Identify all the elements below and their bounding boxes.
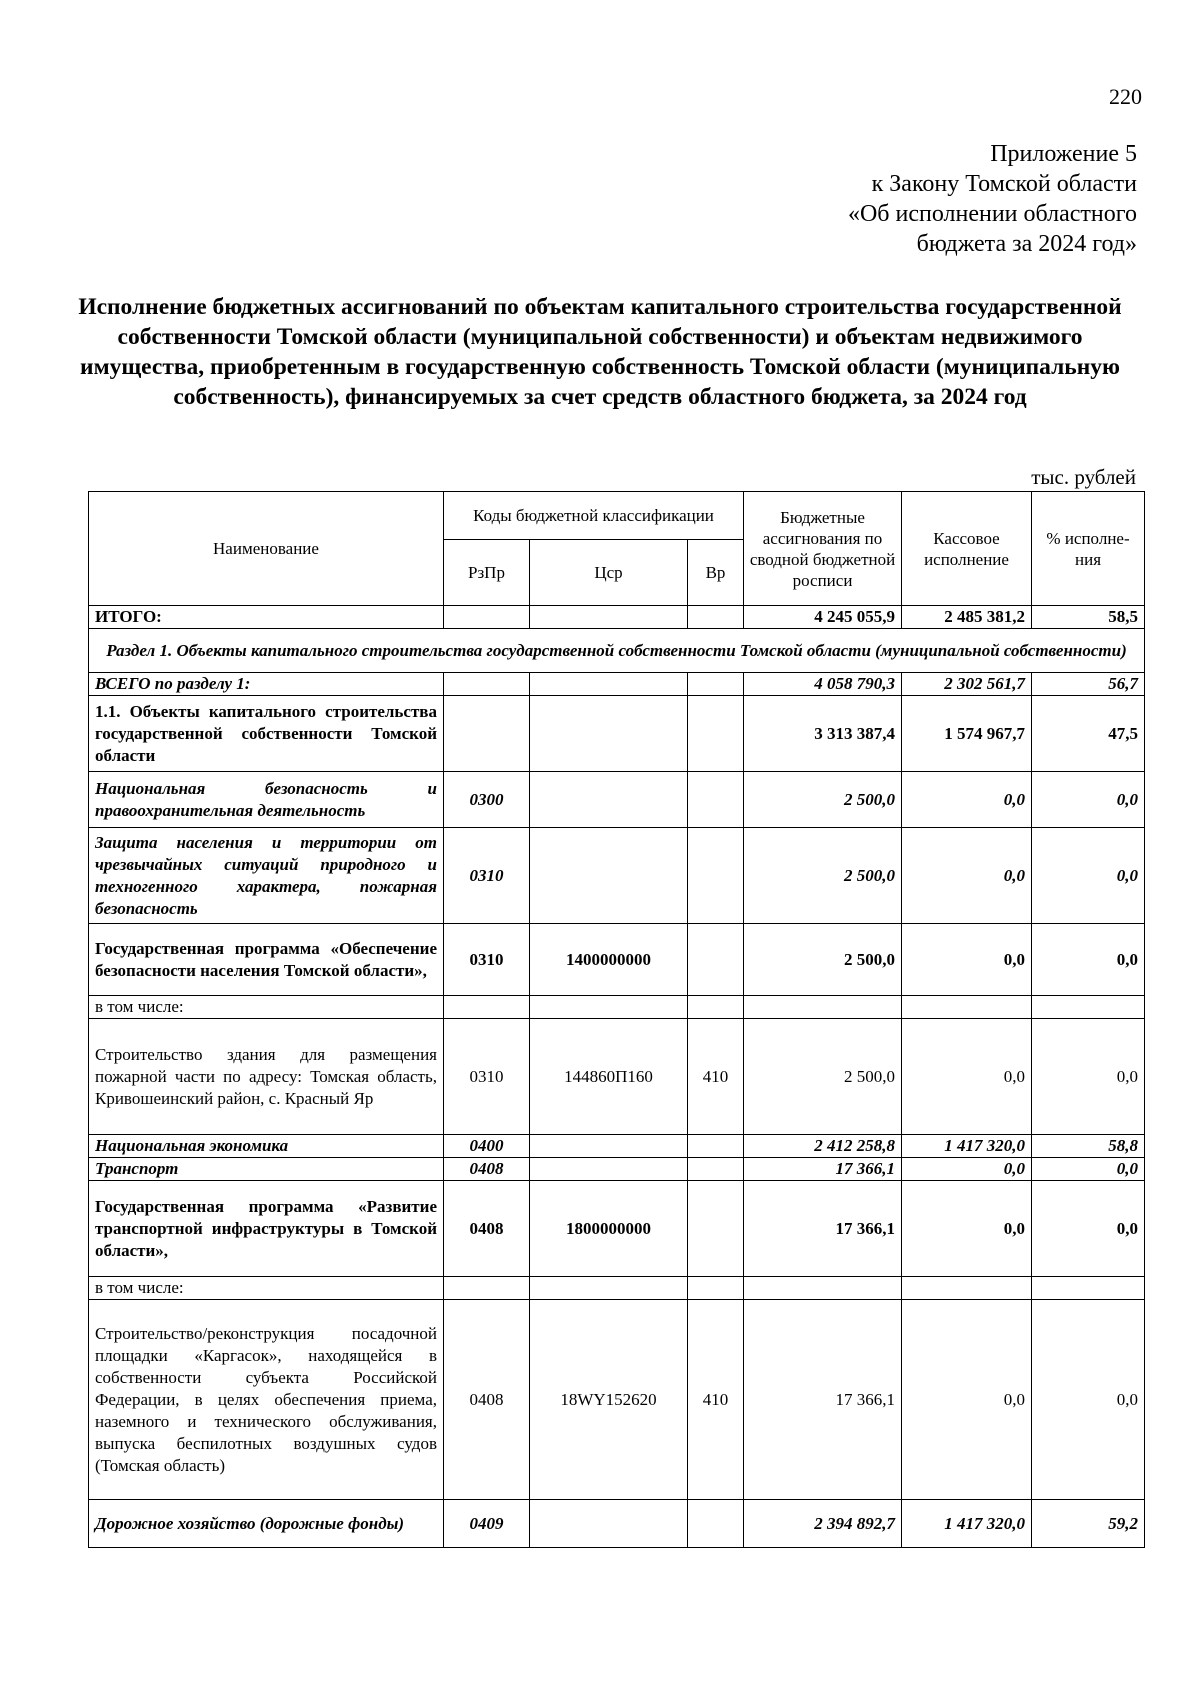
section-row (89, 629, 1145, 673)
row-csr (530, 828, 688, 924)
table-row (89, 1181, 1145, 1277)
row-percent: 0,0 (1032, 1181, 1145, 1277)
row-percent: 0,0 (1032, 828, 1145, 924)
row-csr: 18WY152620 (530, 1300, 688, 1500)
row-name: в том числе: (89, 1277, 444, 1300)
row-assignments: 4 058 790,3 (744, 673, 902, 696)
row-csr: 1400000000 (530, 924, 688, 996)
row-name: Национальная безопасность и правоохранительная деятельность (89, 772, 444, 828)
row-cash: 0,0 (902, 1181, 1032, 1277)
row-csr (530, 772, 688, 828)
row-csr (530, 1500, 688, 1548)
row-cash: 2 302 561,7 (902, 673, 1032, 696)
table-row (89, 1158, 1145, 1181)
row-vr (688, 696, 744, 772)
row-assignments: 4 245 055,9 (744, 606, 902, 629)
row-name: Государственная программа «Обеспечение безопасности населения Томской области», (89, 924, 444, 996)
table-row (89, 1135, 1145, 1158)
row-percent: 0,0 (1032, 1300, 1145, 1500)
row-cash: 0,0 (902, 1019, 1032, 1135)
table-row (89, 772, 1145, 828)
row-percent (1032, 1277, 1145, 1300)
row-vr (688, 772, 744, 828)
row-name: Национальная экономика (89, 1135, 444, 1158)
row-rzpr: 0409 (444, 1500, 530, 1548)
row-assignments: 2 500,0 (744, 772, 902, 828)
row-percent: 0,0 (1032, 772, 1145, 828)
row-percent: 56,7 (1032, 673, 1145, 696)
row-csr (530, 1277, 688, 1300)
row-cash: 0,0 (902, 924, 1032, 996)
header-vr: Вр (688, 540, 744, 606)
row-percent: 0,0 (1032, 924, 1145, 996)
appendix-line-4: бюджета за 2024 год» (916, 231, 1137, 257)
row-vr: 410 (688, 1300, 744, 1500)
table-row (89, 1019, 1145, 1135)
row-csr (530, 673, 688, 696)
row-cash: 0,0 (902, 1300, 1032, 1500)
row-assignments: 2 500,0 (744, 924, 902, 996)
header-name: Наименование (89, 492, 444, 606)
row-name: ИТОГО: (89, 606, 444, 629)
row-rzpr: 0408 (444, 1181, 530, 1277)
table-row (89, 1300, 1145, 1500)
row-assignments: 3 313 387,4 (744, 696, 902, 772)
row-name: Защита населения и территории от чрезвычайных ситуаций природного и техногенного характера, пожарная безопасность (89, 828, 444, 924)
row-rzpr (444, 673, 530, 696)
row-rzpr (444, 996, 530, 1019)
row-rzpr: 0408 (444, 1158, 530, 1181)
row-csr (530, 696, 688, 772)
row-name: Транспорт (89, 1158, 444, 1181)
row-assignments: 17 366,1 (744, 1300, 902, 1500)
row-rzpr: 0408 (444, 1300, 530, 1500)
row-percent: 0,0 (1032, 1158, 1145, 1181)
appendix-heading (848, 139, 1137, 259)
row-percent: 58,5 (1032, 606, 1145, 629)
row-cash: 0,0 (902, 772, 1032, 828)
appendix-line-1: Приложение 5 (990, 141, 1137, 167)
row-percent: 0,0 (1032, 1019, 1145, 1135)
row-name: Государственная программа «Развитие транспортной инфраструктуры в Томской области», (89, 1181, 444, 1277)
table-row-total (89, 606, 1145, 629)
row-csr (530, 606, 688, 629)
row-rzpr (444, 696, 530, 772)
row-rzpr: 0400 (444, 1135, 530, 1158)
section-title: Раздел 1. Объекты капитального строительства государственной собственности Томской области (муниципальной собственности) (89, 629, 1145, 673)
row-name: Дорожное хозяйство (дорожные фонды) (89, 1500, 444, 1548)
header-cash-execution: Кассовое исполнение (902, 492, 1032, 606)
row-vr (688, 996, 744, 1019)
header-rzpr: РзПр (444, 540, 530, 606)
header-codes: Коды бюджетной классификации (444, 492, 744, 540)
table-row (89, 924, 1145, 996)
appendix-line-3: «Об исполнении областного (847, 201, 1137, 227)
row-cash: 1 417 320,0 (902, 1500, 1032, 1548)
row-percent: 58,8 (1032, 1135, 1145, 1158)
row-rzpr (444, 1277, 530, 1300)
row-assignments: 17 366,1 (744, 1158, 902, 1181)
row-rzpr: 0300 (444, 772, 530, 828)
row-rzpr: 0310 (444, 924, 530, 996)
appendix-line-2: к Закону Томской области (871, 171, 1137, 197)
row-name: Строительство/реконструкция посадочной площадки «Каргасок», находящейся в собственности субъекта Российской Федерации, в целях обеспечения приема, наземного и технического обслуживания, выпуска беспилотных воздушных судов (Томская область) (89, 1300, 444, 1500)
row-cash: 0,0 (902, 1158, 1032, 1181)
page-number: 220 (1109, 84, 1142, 109)
row-cash (902, 1277, 1032, 1300)
row-rzpr: 0310 (444, 1019, 530, 1135)
row-percent: 59,2 (1032, 1500, 1145, 1548)
row-assignments (744, 1277, 902, 1300)
row-csr (530, 1135, 688, 1158)
row-name: в том числе: (89, 996, 444, 1019)
row-cash: 0,0 (902, 828, 1032, 924)
row-vr (688, 673, 744, 696)
row-assignments (744, 996, 902, 1019)
row-vr (688, 924, 744, 996)
row-vr (688, 1158, 744, 1181)
row-percent: 47,5 (1032, 696, 1145, 772)
row-name: 1.1. Объекты капитального строительства государственной собственности Томской области (89, 696, 444, 772)
row-vr (688, 1500, 744, 1548)
row-vr: 410 (688, 1019, 744, 1135)
document-title: Исполнение бюджетных ассигнований по объектам капитального строительства государственной собственности Томской области (муниципальной собственности) и объектам недвижимого имущества, приобретенным в государственную собственность Томской области (муниципальную собственность), финансируемых за счет средств областного бюджета, за 2024 год (78, 294, 1122, 410)
row-assignments: 2 412 258,8 (744, 1135, 902, 1158)
row-csr: 144860П160 (530, 1019, 688, 1135)
table-row (89, 828, 1145, 924)
row-cash: 1 574 967,7 (902, 696, 1032, 772)
row-assignments: 17 366,1 (744, 1181, 902, 1277)
units-label: тыс. рублей (1031, 465, 1136, 489)
table-row (89, 673, 1145, 696)
header-percent: % исполне-ния (1032, 492, 1145, 606)
row-vr (688, 606, 744, 629)
row-rzpr (444, 606, 530, 629)
row-assignments: 2 500,0 (744, 1019, 902, 1135)
table-row (89, 1277, 1145, 1300)
table-row (89, 696, 1145, 772)
row-vr (688, 1277, 744, 1300)
row-cash: 1 417 320,0 (902, 1135, 1032, 1158)
row-csr (530, 1158, 688, 1181)
row-csr (530, 996, 688, 1019)
header-assignments: Бюджетные ассигнования по сводной бюджетной росписи (744, 492, 902, 606)
row-vr (688, 1181, 744, 1277)
row-cash (902, 996, 1032, 1019)
table-row (89, 996, 1145, 1019)
header-csr: Цср (530, 540, 688, 606)
row-rzpr: 0310 (444, 828, 530, 924)
row-cash: 2 485 381,2 (902, 606, 1032, 629)
budget-table (88, 491, 1145, 1548)
row-percent (1032, 996, 1145, 1019)
table-row (89, 1500, 1145, 1548)
row-assignments: 2 500,0 (744, 828, 902, 924)
row-name: ВСЕГО по разделу 1: (89, 673, 444, 696)
row-assignments: 2 394 892,7 (744, 1500, 902, 1548)
row-vr (688, 828, 744, 924)
row-csr: 1800000000 (530, 1181, 688, 1277)
row-name: Строительство здания для размещения пожарной части по адресу: Томская область, Кривошеинский район, с. Красный Яр (89, 1019, 444, 1135)
row-vr (688, 1135, 744, 1158)
